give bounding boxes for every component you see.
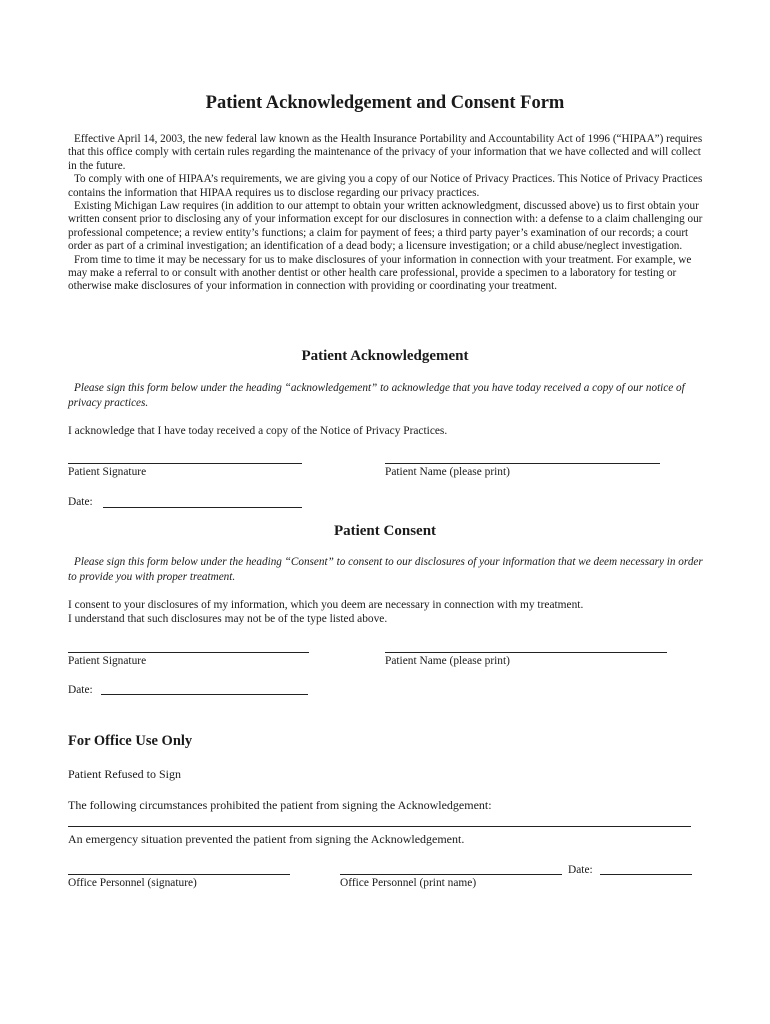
personnel-print-line[interactable] (340, 874, 562, 875)
ack-name-line[interactable] (385, 463, 660, 464)
consent-date-line[interactable] (101, 694, 308, 695)
acknowledgement-statement: I acknowledge that I have today received a copy of the Notice of Privacy Practices. (68, 425, 448, 437)
consent-date-label: Date: (68, 684, 93, 696)
circumstances-text: The following circumstances prohibited the patient from signing the Acknowledgement: (68, 798, 492, 812)
circumstances-line[interactable] (68, 826, 691, 827)
consent-heading: Patient Consent (333, 523, 437, 539)
acknowledgement-instruction: Please sign this form below under the heading “acknowledgement” to acknowledge that you have today received a copy of our notice of privacy practices. (68, 382, 685, 409)
form-title: Patient Acknowledgement and Consent Form (205, 93, 565, 113)
ack-date-line[interactable] (103, 507, 302, 508)
consent-statement-1: I consent to your disclosures of my information, which you deem are necessary in connection with my treatment. (68, 599, 584, 611)
acknowledgement-heading: Patient Acknowledgement (301, 348, 469, 364)
office-date-line[interactable] (600, 874, 692, 875)
intro-paragraph: Effective April 14, 2003, the new federal law known as the Health Insurance Portability and Accountability Act of 1996 (“HIPAA”) requires that this office comply with certain rules regarding the maintenance of the privacy of your information that we have collected and will collect in the future. (68, 133, 703, 172)
intro-paragraph: From time to time it may be necessary for us to make disclosures of your information in connection with your treatment. For example, we may make a referral to or consult with another dentist or other health care professional, provide a specimen to a laboratory for testing or otherwise make disclosures of your information in connection with providing or coordinating your treatment. (68, 253, 692, 293)
intro-paragraph: To comply with one of HIPAA’s requirements, we are giving you a copy of our Notice of Privacy Practices. This Notice of Privacy Practices contains the information that HIPAA requires us to disclose regarding our privacy practices. (68, 173, 703, 199)
ack-signature-label: Patient Signature (68, 466, 147, 478)
ack-date-label: Date: (68, 496, 93, 508)
personnel-print-label: Office Personnel (print name) (340, 877, 477, 889)
consent-signature-label: Patient Signature (68, 655, 147, 667)
office-heading: For Office Use Only (68, 733, 193, 749)
emergency-text: An emergency situation prevented the patient from signing the Acknowledgement. (68, 832, 465, 846)
consent-instruction: Please sign this form below under the heading “Consent” to consent to our disclosures of your information that we deem necessary in order to provide you with proper treatment. (68, 556, 703, 583)
consent-name-label: Patient Name (please print) (385, 655, 510, 667)
consent-name-line[interactable] (385, 652, 667, 653)
ack-signature-line[interactable] (68, 463, 302, 464)
intro-text (68, 133, 708, 294)
personnel-signature-line[interactable] (68, 874, 290, 875)
refused-to-sign: Patient Refused to Sign (68, 767, 181, 781)
personnel-signature-label: Office Personnel (signature) (68, 877, 197, 889)
consent-statement-2: I understand that such disclosures may not be of the type listed above. (68, 613, 388, 625)
ack-name-label: Patient Name (please print) (385, 466, 510, 478)
consent-signature-line[interactable] (68, 652, 309, 653)
intro-paragraph: Existing Michigan Law requires (in addition to our attempt to obtain your written acknowledgment, discussed above) us to first obtain your written consent prior to disclosing any of your information except for our disclosures in connection with: a defense to a claim challenging our professional competence; a review entity’s functions; a claim for payment of fees; a third party payer’s examination of our records; a court order as part of a criminal investigation; an identification of a dead body; a licensure investigation; or a child abuse/neglect investigation. (68, 200, 703, 253)
office-date-label: Date: (568, 864, 593, 876)
